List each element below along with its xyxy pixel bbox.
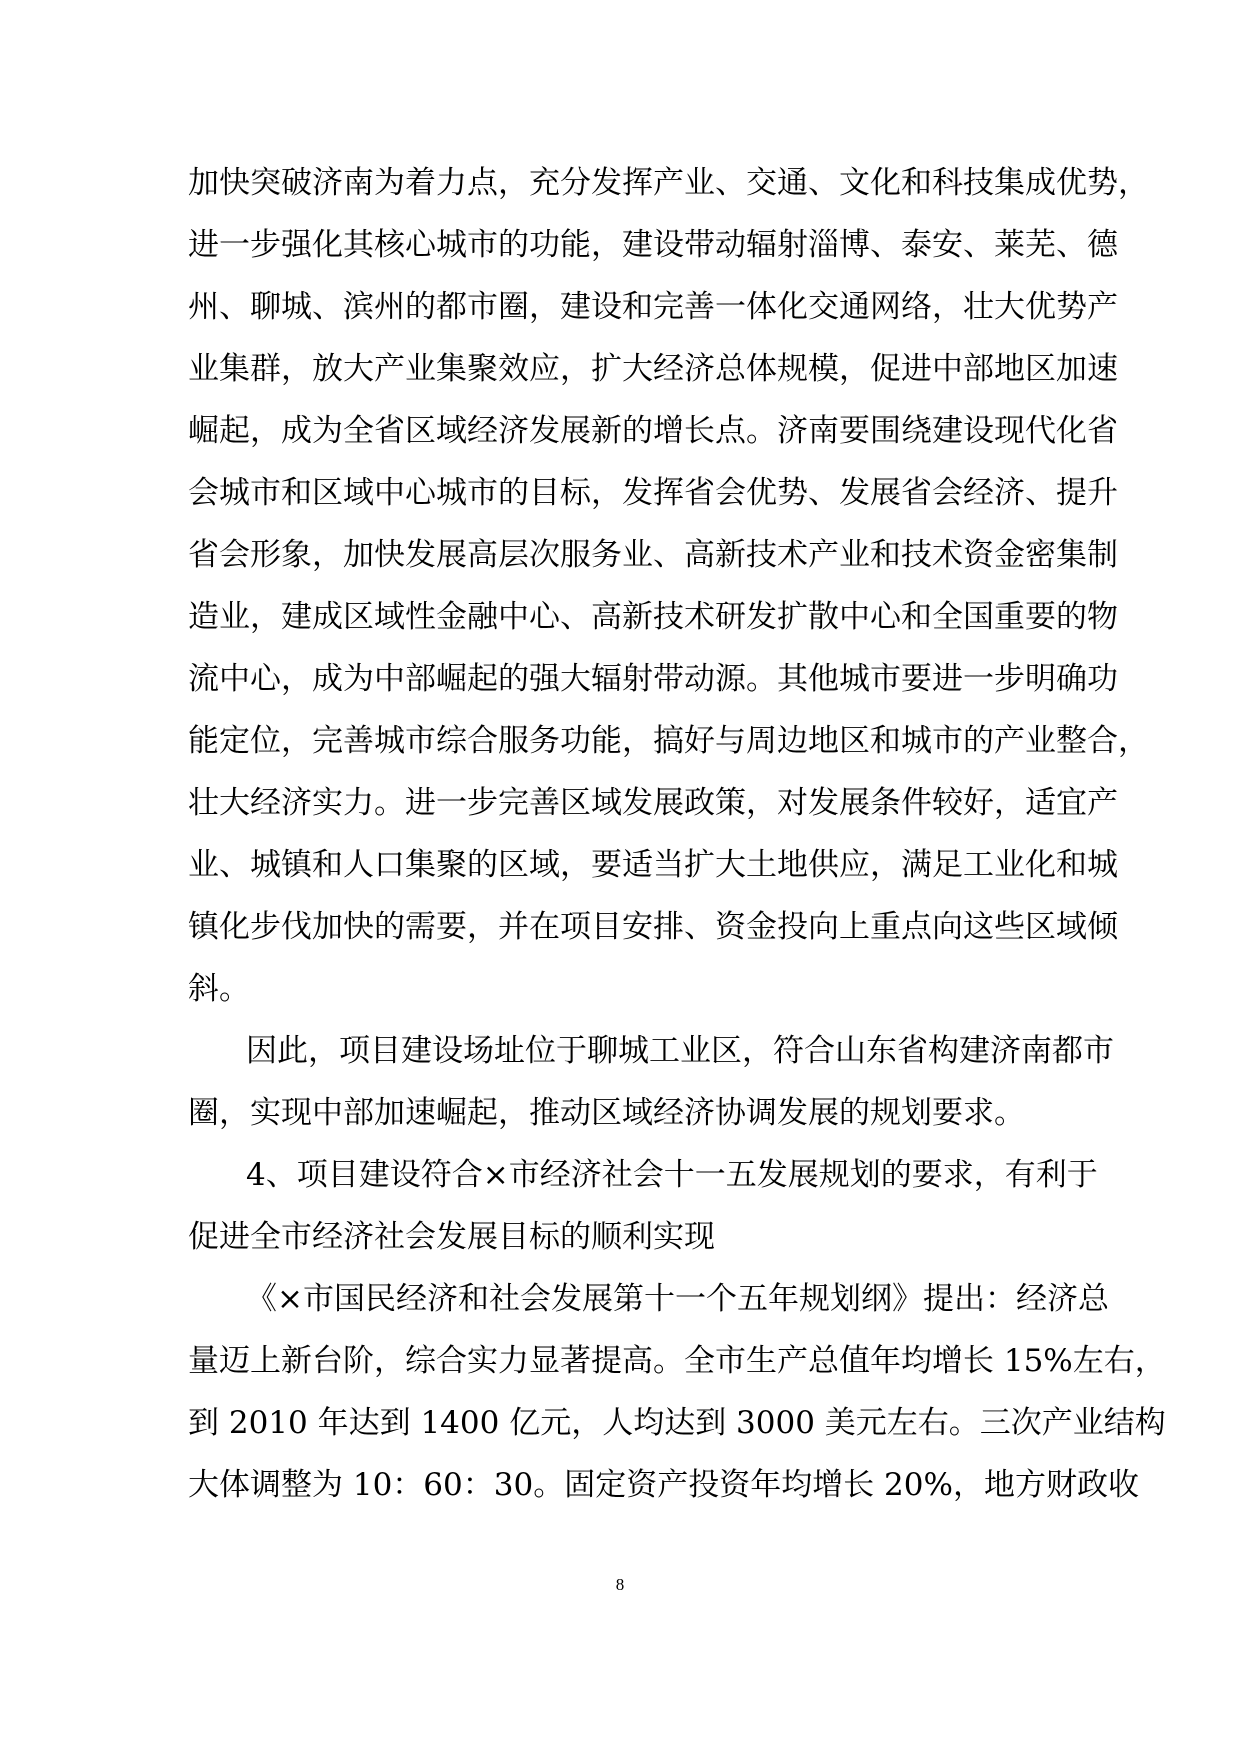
text-line: 镇化步伐加快的需要，并在项目安排、资金投向上重点向这些区域倾 xyxy=(188,909,1118,945)
text-line: 州、聊城、滨州的都市圈，建设和完善一体化交通网络，壮大优势产 xyxy=(188,289,1118,325)
text-line: 加快突破济南为着力点，充分发挥产业、交通、文化和科技集成优势， xyxy=(188,165,1149,201)
text-line: 能定位，完善城市综合服务功能，搞好与周边地区和城市的产业整合， xyxy=(188,723,1149,759)
text-line: 流中心，成为中部崛起的强大辐射带动源。其他城市要进一步明确功 xyxy=(188,661,1118,697)
paragraph-first-line: 因此，项目建设场址位于聊城工业区，符合山东省构建济南都市 xyxy=(246,1033,1114,1069)
text-line: 进一步强化其核心城市的功能，建设带动辐射淄博、泰安、莱芜、德 xyxy=(188,227,1118,263)
text-line: 壮大经济实力。进一步完善区域发展政策，对发展条件较好，适宜产 xyxy=(188,785,1118,821)
text-line: 斜。 xyxy=(188,971,250,1007)
text-line: 业集群，放大产业集聚效应，扩大经济总体规模，促进中部地区加速 xyxy=(188,351,1118,387)
text-line: 崛起，成为全省区域经济发展新的增长点。济南要围绕建设现代化省 xyxy=(188,413,1118,449)
text-line: 到 2010 年达到 1400 亿元，人均达到 3000 美元左右。三次产业结构 xyxy=(188,1405,1166,1441)
text-line: 大体调整为 10：60：30。固定资产投资年均增长 20%，地方财政收 xyxy=(188,1467,1139,1503)
text-line: 业、城镇和人口集聚的区域，要适当扩大土地供应，满足工业化和城 xyxy=(188,847,1118,883)
text-line: 会城市和区域中心城市的目标，发挥省会优势、发展省会经济、提升 xyxy=(188,475,1118,511)
text-line: 造业，建成区域性金融中心、高新技术研发扩散中心和全国重要的物 xyxy=(188,599,1118,635)
heading-line: 促进全市经济社会发展目标的顺利实现 xyxy=(188,1219,715,1255)
text-line: 圈，实现中部加速崛起，推动区域经济协调发展的规划要求。 xyxy=(188,1095,1025,1131)
heading-line: 4、项目建设符合×市经济社会十一五发展规划的要求，有利于 xyxy=(246,1157,1098,1193)
text-line: 省会形象，加快发展高层次服务业、高新技术产业和技术资金密集制 xyxy=(188,537,1118,573)
paragraph-first-line: 《×市国民经济和社会发展第十一个五年规划纲》提出：经济总 xyxy=(246,1281,1109,1317)
page-number: 8 xyxy=(615,1575,625,1594)
text-line: 量迈上新台阶，综合实力显著提高。全市生产总值年均增长 15%左右， xyxy=(188,1343,1166,1379)
